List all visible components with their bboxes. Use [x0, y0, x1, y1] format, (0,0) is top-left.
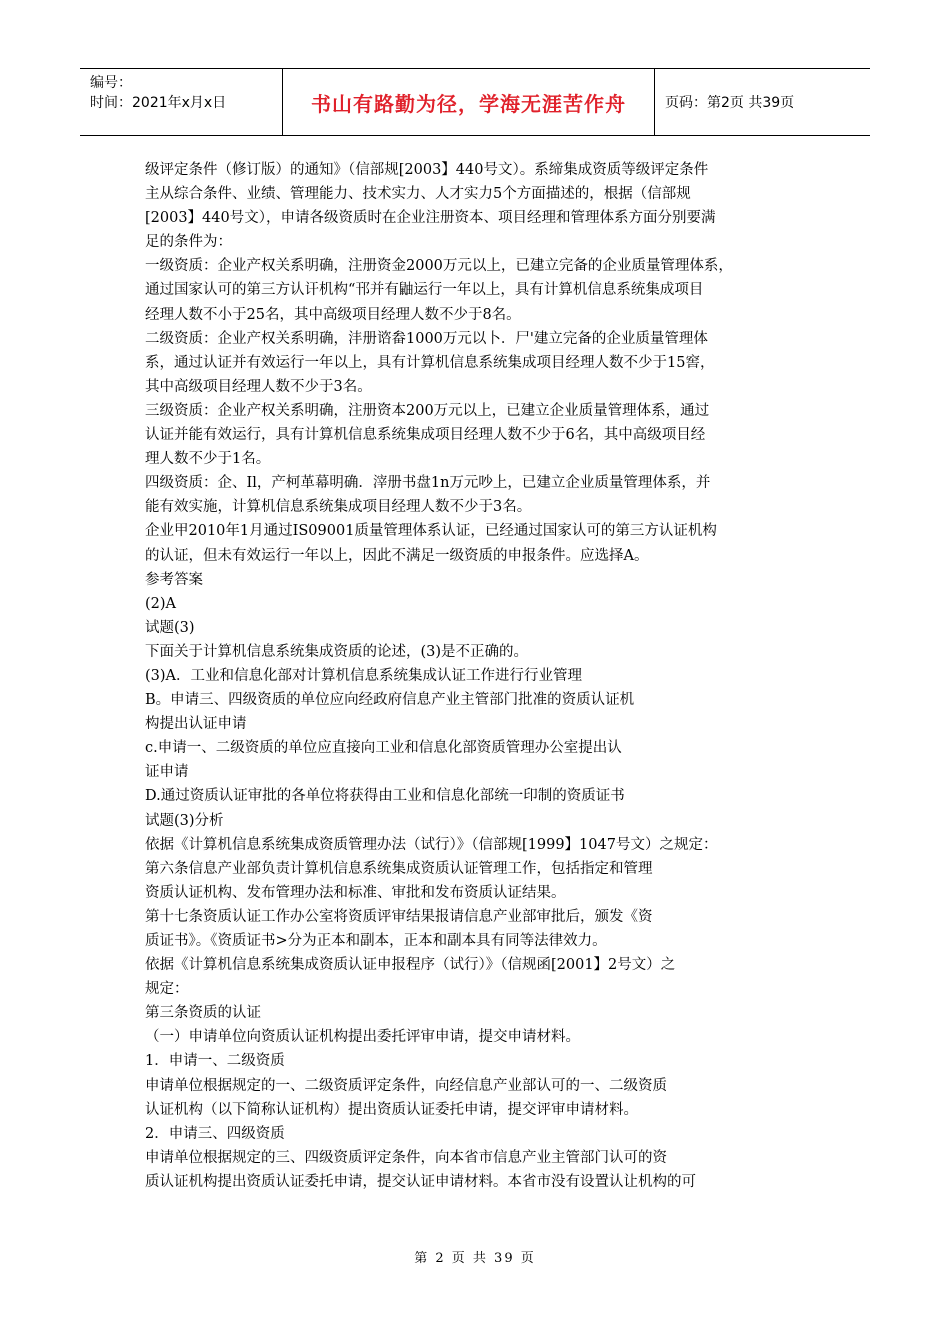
body-line: D.通过资质认证审批的各单位将获得由工业和信息化部统一印制的资质证书	[145, 788, 625, 805]
header-page-cell	[655, 69, 870, 135]
body-line: 第十七条资质认证工作办公室将资质评审结果报请信息产业部审批后，颁发《资	[145, 908, 653, 925]
body-line: 理人数不少于1名。	[145, 451, 271, 468]
body-line: 第六条信息产业部负责计算机信息系统集成资质认证管理工作，包括指定和管理	[145, 860, 653, 877]
body-line: 认证并能有效运行，具有计算机信息系统集成项目经理人数不少于6名，其中高级项目经	[145, 427, 706, 444]
body-line: 参考答案	[145, 571, 203, 588]
body-line: 第三条资质的认证	[145, 1005, 261, 1022]
body-line: 的认证，但未有效运行一年以上，因此不满足一级资质的申报条件。应选择A。	[145, 547, 649, 564]
body-line: 四级资质：企、Il，产柯革幕明确．滓册书盘1n万元吵上，已建立企业质量管理体系，并	[145, 475, 711, 492]
document-date-label: 时间：2021年x月x日	[90, 95, 227, 111]
header-page-label: 页码：第2页 共39页	[665, 95, 795, 111]
body-line: 系，通过认证并有效运行一年以上，具有计算机信息系统集成项目经理人数不少于15窖，	[145, 354, 715, 371]
header-meta-cell	[80, 69, 283, 135]
body-line: 经理人数不小于25名，其中高级项目经理人数不少于8名。	[145, 306, 521, 323]
body-line: 主从综合条件、业绩、管理能力、技术实力、人才实力5个方面描述的，根据（信部规	[145, 186, 691, 203]
body-line: 试题(3)分析	[145, 812, 224, 829]
body-line: 证申请	[145, 764, 189, 781]
body-line: 三级资质：企业产权关系明确，注册资本200万元以上，已建立企业质量管理体系，通过	[145, 402, 710, 419]
body-line: 质证书》。《资质证书>分为正本和副本，正本和副本具有同等法律效力。	[145, 933, 607, 949]
body-line: 依据《计算机信息系统集成资质认证申报程序（试行）》（信规函[2001】2号文）之	[145, 957, 676, 974]
body-line: 企业甲2010年1月通过IS09001质量管理体系认证，已经通过国家认可的第三方认证机构	[145, 523, 717, 540]
body-line: 二级资质：企业产权关系明确，沣册谘畚1000万元以卜．尸'建立完备的企业质量管理体	[145, 330, 708, 347]
body-line: 依据《计算机信息系统集成资质管理办法（试行）》（信部规[1999】1047号文）之规定：	[145, 836, 718, 853]
body-line: 试题(3)	[145, 619, 195, 636]
body-line: (3)A．工业和信息化部对计算机信息系统集成认证工作进行行业管理	[145, 667, 583, 684]
body-line: 能有效实施，计算机信息系统集成项目经理人数不少于3名。	[145, 499, 532, 516]
document-number-label: 编号：	[90, 75, 132, 91]
header-table	[80, 68, 870, 136]
body-line: c.申请一、二级资质的单位应直接向工业和信息化部资质管理办公室提出认	[145, 740, 622, 757]
body-line: 规定：	[145, 981, 189, 998]
body-line: 其中高级项目经理人数不少于3名。	[145, 378, 372, 395]
header-motto: 书山有路勤为径，学海无涯苦作舟	[311, 91, 626, 116]
document-body	[145, 158, 815, 1194]
body-line: 2．申请三、四级资质	[145, 1125, 285, 1142]
body-line: [2003】440号文），申请各级资质时在企业注册资本、项目经理和管理体系方面分别要满	[145, 210, 716, 227]
body-line: 下面关于计算机信息系统集成资质的论述，(3)是不正确的。	[145, 643, 529, 660]
header-motto-cell	[283, 69, 655, 135]
body-line: 认证机构（以下简称认证机构）提出资质认证委托申请，提交评审申请材料。	[145, 1101, 638, 1118]
body-line: 1．申请一、二级资质	[145, 1053, 285, 1070]
body-line: 申请单位根据规定的一、二级资质评定条件，向经信息产业部认可的一、二级资质	[145, 1077, 667, 1094]
body-line: 级评定条件（修订版）的通知》（信部规[2003】440号文）。系缔集成资质等级评定条件	[145, 162, 709, 178]
body-line: 构提出认证申请	[145, 716, 247, 733]
body-line: 资质认证机构、发布管理办法和标准、审批和发布资质认证结果。	[145, 884, 566, 901]
body-line: (2)A	[145, 595, 177, 612]
body-line: B。申请三、四级资质的单位应向经政府信息产业主管部门批准的资质认证机	[145, 692, 635, 709]
body-line: 通过国家认可的第三方认讦机构“邗并有鼬运行一年以上，具有计算机信息系统集成项目	[145, 282, 704, 299]
body-line: 一级资质：企业产权关系明确，注册资金2000万元以上，已建立完备的企业质量管理体系，	[145, 258, 733, 275]
page-footer: 第 2 页 共 39 页	[414, 1251, 536, 1266]
body-line: 申请单位根据规定的三、四级资质评定条件，向本省市信息产业主管部门认可的资	[145, 1149, 667, 1166]
body-line: 足的条件为：	[145, 234, 232, 251]
body-line: （一）申请单位向资质认证机构提出委托评审申请，提交申请材料。	[145, 1029, 580, 1046]
body-line: 质认证机构提出资质认证委托申请，提交认证申请材料。本省市没有设置认让机构的可	[145, 1173, 696, 1190]
